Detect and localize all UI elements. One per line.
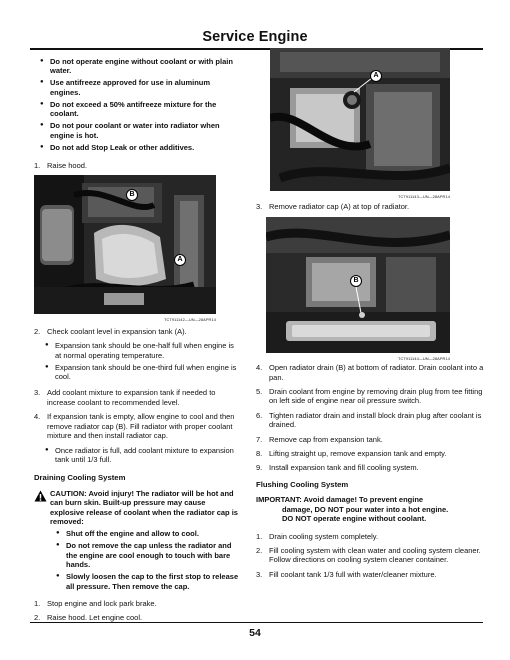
warning-item: ● Do not pour coolant or water into radiator when engine is hot. bbox=[34, 121, 239, 140]
drain-steps bbox=[256, 363, 484, 473]
step-item bbox=[256, 570, 484, 579]
bullet-item: ● Once radiator is full, add coolant mixture to expansion tank until 1/3 full. bbox=[39, 446, 239, 465]
photo-caption: TCT911144—UN—28APR14 bbox=[397, 355, 450, 361]
flush-steps bbox=[256, 532, 484, 580]
page-title: Service Engine bbox=[202, 29, 308, 45]
photo-caption: TCT911143—UN—28APR14 bbox=[397, 194, 450, 199]
step-text: Stop engine and lock park brake. bbox=[47, 598, 157, 608]
important-line: damage, DO NOT pour water into a hot engine. bbox=[282, 504, 449, 514]
footer-rule bbox=[30, 622, 483, 623]
step-number: 8. bbox=[256, 449, 263, 459]
level-bullets bbox=[39, 341, 239, 381]
step-text: Raise hood. Let engine cool. bbox=[47, 613, 143, 623]
callout-b: B bbox=[126, 189, 138, 201]
step-number: 4. bbox=[256, 363, 263, 373]
step-number: 2. bbox=[34, 326, 41, 336]
right-column bbox=[256, 48, 484, 584]
step-text: Drain coolant from engine by removing drain plug from tee fitting on left side of engine near oil pressure switch. bbox=[269, 387, 483, 406]
caution-text: CAUTION: Avoid injury! The radiator will be hot and can burn skin. Built-up pressure may cause explosive release of coolant when the radiator cap is removed: bbox=[50, 488, 238, 526]
page-number: 54 bbox=[249, 627, 261, 639]
warning-item: ● Do not exceed a 50% antifreeze mixture for the coolant. bbox=[34, 100, 239, 119]
step-number: 2. bbox=[34, 613, 41, 623]
step-check-level bbox=[34, 327, 239, 336]
left-column bbox=[34, 57, 239, 628]
engine-photo-radiator-drain bbox=[266, 217, 450, 353]
step-number: 3. bbox=[256, 569, 263, 579]
step-add-coolant bbox=[34, 388, 239, 407]
step-number: 6. bbox=[256, 410, 263, 420]
caution-bullets bbox=[50, 529, 239, 591]
step-raise-hood bbox=[34, 161, 239, 170]
section-heading-flushing: Flushing Cooling System bbox=[256, 479, 349, 489]
step-text: Open radiator drain (B) at bottom of radiator. Drain coolant into a pan. bbox=[269, 363, 484, 382]
bullet-item: ● Expansion tank should be one-half full when engine is at normal operating temperature. bbox=[39, 341, 239, 360]
callout-a: A bbox=[370, 70, 382, 82]
step-item bbox=[256, 363, 484, 382]
step-number: 5. bbox=[256, 387, 263, 397]
step-text: Check coolant level in expansion tank (A). bbox=[47, 326, 187, 336]
fill-bullets bbox=[39, 446, 239, 465]
step-item bbox=[256, 435, 484, 444]
step-text: Remove cap from expansion tank. bbox=[269, 434, 383, 444]
step-text: Fill cooling system with clean water and cooling system cleaner. Follow directions on cooling system cleaner container. bbox=[269, 545, 481, 565]
engine-photo-illustration bbox=[270, 48, 450, 191]
step-text: Lifting straight up, remove expansion tank and empty. bbox=[269, 449, 447, 459]
step-stop-engine bbox=[34, 599, 239, 608]
step-number: 3. bbox=[256, 202, 263, 212]
important-notice bbox=[256, 495, 484, 523]
step-number: 9. bbox=[256, 463, 263, 473]
step-number: 3. bbox=[34, 388, 41, 398]
warning-list bbox=[34, 57, 239, 152]
important-line: IMPORTANT: Avoid damage! To prevent engine bbox=[256, 495, 424, 505]
engine-photo-expansion-tank bbox=[34, 175, 216, 314]
callout-a: A bbox=[174, 254, 186, 266]
callout-b: B bbox=[350, 275, 362, 287]
caution-bullet: ● Do not remove the cap unless the radiator and the engine are cool enough to touch with bare hands. bbox=[50, 541, 239, 569]
step-item bbox=[256, 532, 484, 541]
section-heading-draining: Draining Cooling System bbox=[34, 473, 126, 483]
step-item bbox=[256, 463, 484, 472]
step-text: Raise hood. bbox=[47, 161, 88, 171]
step-text: Install expansion tank and fill cooling system. bbox=[269, 463, 419, 473]
step-text: Fill coolant tank 1/3 full with water/cleaner mixture. bbox=[269, 569, 437, 579]
step-text: If expansion tank is empty, allow engine to cool and then remove radiator cap (B). Fill radiator with proper coolant mixture and then install radiator cap. bbox=[47, 412, 235, 441]
important-line: DO NOT operate engine without coolant. bbox=[282, 514, 427, 524]
step-number: 1. bbox=[256, 531, 263, 541]
step-remove-cap bbox=[256, 202, 484, 211]
step-empty-tank bbox=[34, 412, 239, 440]
caution-bullet: ● Shut off the engine and allow to cool. bbox=[50, 529, 239, 538]
step-number: 1. bbox=[34, 161, 41, 171]
photo-caption: TCT911142—UN—28APR14 bbox=[163, 317, 216, 323]
engine-photo-radiator-cap bbox=[270, 48, 450, 191]
caution-bullet: ● Slowly loosen the cap to the first stop to release all pressure. Then remove the cap. bbox=[50, 572, 239, 591]
step-text: Tighten radiator drain and install block drain plug after coolant is drained. bbox=[269, 410, 482, 430]
step-item bbox=[256, 411, 484, 430]
caution-block bbox=[34, 489, 239, 591]
step-number: 1. bbox=[34, 598, 41, 608]
step-text: Add coolant mixture to expansion tank if needed to increase coolant to recommended level. bbox=[47, 388, 216, 407]
step-number: 4. bbox=[34, 412, 41, 422]
warning-item: ● Do not operate engine without coolant or with plain water. bbox=[34, 57, 239, 76]
warning-triangle-icon bbox=[34, 490, 47, 502]
warning-item: ● Do not add Stop Leak or other additives. bbox=[34, 143, 239, 152]
step-text: Remove radiator cap (A) at top of radiator. bbox=[269, 202, 410, 212]
step-number: 7. bbox=[256, 434, 263, 444]
step-number: 2. bbox=[256, 545, 263, 555]
step-text: Drain cooling system completely. bbox=[269, 531, 379, 541]
bullet-item: ● Expansion tank should be one-third full when engine is cool. bbox=[39, 363, 239, 382]
warning-item: ● Use antifreeze approved for use in aluminum engines. bbox=[34, 78, 239, 97]
engine-photo-illustration bbox=[34, 175, 216, 314]
step-item bbox=[256, 449, 484, 458]
step-item bbox=[256, 546, 484, 565]
step-item bbox=[256, 387, 484, 406]
